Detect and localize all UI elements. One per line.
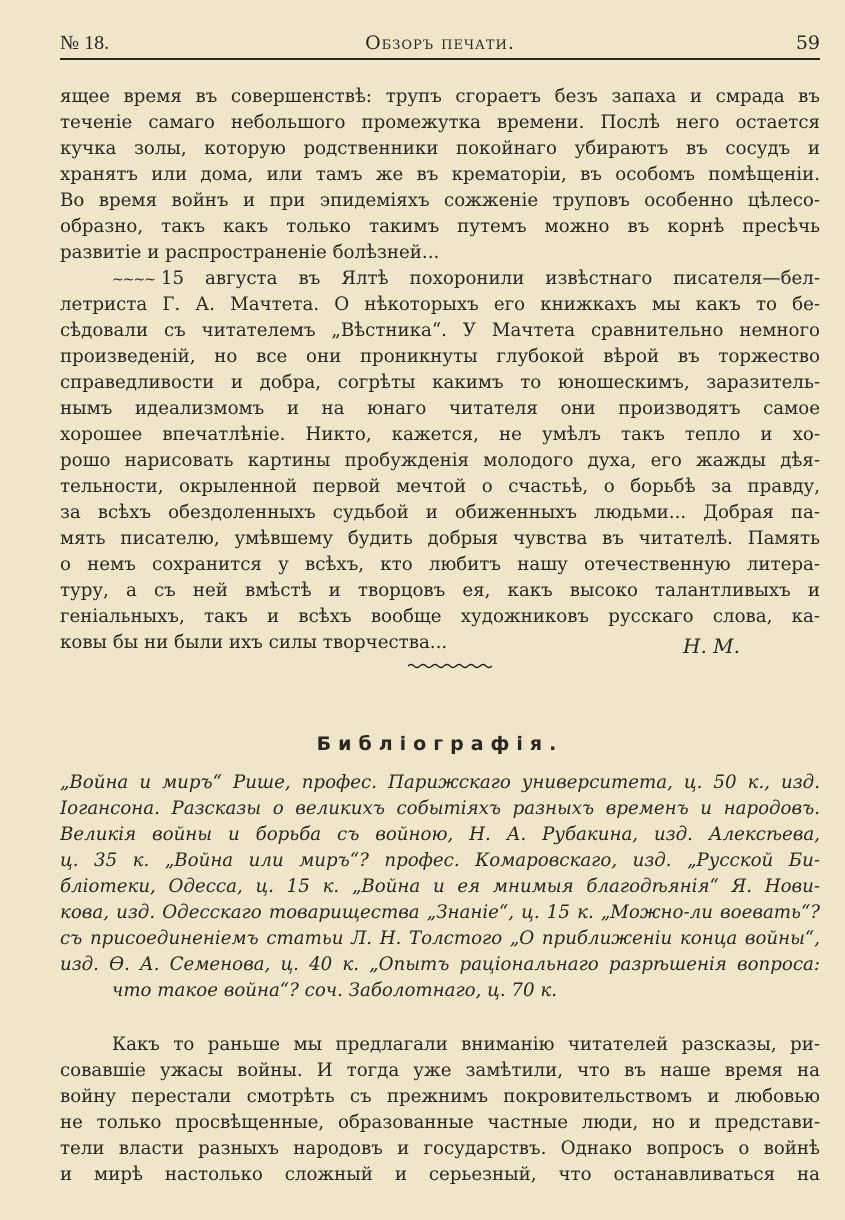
- text-line: хранятъ или дома, или тамъ же въ крематоріи, въ особомъ помѣщеніи.: [60, 164, 820, 185]
- running-header: [60, 30, 820, 60]
- page-number: 59: [795, 32, 820, 54]
- bibliography-line: „Война и миръ“ Рише, профес. Парижскаго университета, ц. 50 к., изд.: [60, 772, 820, 793]
- text-line: совавшіе ужасы войны. И тогда уже замѣтили, что въ наше время на: [60, 1060, 820, 1081]
- text-line: ковы бы ни были ихъ силы творчества...: [60, 632, 448, 653]
- section-heading: Библіографія.: [316, 733, 564, 755]
- text-line: произведеній, но все они проникнуты глубокой вѣрой въ торжество: [60, 346, 820, 367]
- bibliography-line: кова, изд. Одесскаго товарищества „Знаніе“, ц. 15 к. „Можно-ли воевать“?: [60, 902, 820, 923]
- bibliography-line: съ присоединеніемъ статьи Л. Н. Толстого „О приближеніи конца войны“,: [60, 928, 820, 949]
- text-line: теченіе самаго небольшого промежутка времени. Послѣ него остается: [60, 112, 820, 133]
- text-line: образно, такъ какъ только такимъ путемъ можно въ корнѣ пресѣчь: [60, 216, 820, 237]
- text-line: и мирѣ настолько сложный и серьезный, что останавливаться на: [60, 1164, 820, 1185]
- text-line: рошо нарисовать картины пробужденія молодого духа, его жажды дѣя-: [60, 450, 820, 471]
- text-line: Во время войнъ и при эпидеміяхъ сожженіе труповъ особенно цѣлесо-: [60, 190, 820, 211]
- bibliography-line: Великія войны и борьба съ войною, Н. А. Рубакина, изд. Алексѣева,: [60, 824, 820, 845]
- text-line: ящее время въ совершенствѣ: трупъ сгораетъ безъ запаха и смрада въ: [60, 86, 820, 107]
- bibliography-line: бліотеки, Одесса, ц. 15 к. „Война и ея мнимыя благодѣянія“ Я. Нови-: [60, 876, 820, 897]
- issue-number: № 18.: [60, 32, 110, 54]
- text-line: [112, 266, 820, 292]
- text-line: справедливости и добра, согрѣты какимъ то юношескимъ, заразитель-: [60, 372, 820, 393]
- text-line: туру, а съ ней вмѣстѣ и творцовъ ея, какъ высоко талантливыхъ и: [60, 580, 820, 601]
- bibliography-line: ц. 35 к. „Война или миръ“? профес. Комаровскаго, изд. „Русской Би-: [60, 850, 820, 871]
- bibliography-line: что такое война“? соч. Заболотнаго, ц. 70 к.: [112, 980, 557, 1001]
- section-mark: ~~~~: [112, 272, 155, 288]
- text-line: хорошее впечатлѣніе. Никто, кажется, не умѣлъ такъ тепло и хо-: [60, 424, 820, 445]
- text-line: сѣдовали съ читателемъ „Вѣстника“. У Мачтета сравнительно немного: [60, 320, 820, 341]
- text-line-content: 15 августа въ Ялтѣ похоронили извѣстнаго писателя—бел-: [160, 268, 820, 289]
- header-title: Обзоръ печати.: [365, 32, 515, 54]
- bibliography-line: Іогансона. Разсказы о великихъ событіяхъ разныхъ временъ и народовъ.: [60, 798, 820, 819]
- author-signature: Н. М.: [683, 634, 740, 658]
- text-line: тели власти разныхъ народовъ и государствъ. Однако вопросъ о войнѣ: [60, 1138, 820, 1159]
- text-line: Какъ то раньше мы предлагали вниманію читателей разсказы, ри-: [112, 1034, 820, 1055]
- text-line: войну перестали смотрѣть съ прежнимъ покровительствомъ и любовью: [60, 1086, 820, 1107]
- text-line: мять писателю, умѣвшему будить добрыя чувства въ читателѣ. Память: [60, 528, 820, 549]
- text-line: нымъ идеализмомъ и на юнаго читателя они производятъ самое: [60, 398, 820, 419]
- ornamental-divider: [408, 662, 494, 670]
- bibliography-line: изд. Ѳ. А. Семенова, ц. 40 к. „Опытъ раціональнаго разрѣшенія вопроса:: [60, 954, 820, 975]
- text-line: о немъ сохранится у всѣхъ, кто любитъ нашу отечественную литера-: [60, 554, 820, 575]
- text-line: развитіе и распространеніе болѣзней...: [60, 242, 440, 263]
- text-line: кучка золы, которую родственники покойнаго убираютъ въ сосудъ и: [60, 138, 820, 159]
- text-line: тельности, окрыленной первой мечтой о счастьѣ, о борьбѣ за правду,: [60, 476, 820, 497]
- text-line: за всѣхъ обездоленныхъ судьбой и обиженныхъ людьми... Добрая па-: [60, 502, 820, 523]
- text-line: не только просвѣщенные, образованные частные люди, но и представи-: [60, 1112, 820, 1133]
- text-line: летриста Г. А. Мачтета. О нѣкоторыхъ его книжкахъ мы какъ то бе-: [60, 294, 820, 315]
- text-line: геніальныхъ, такъ и всѣхъ вообще художниковъ русскаго слова, ка-: [60, 606, 820, 627]
